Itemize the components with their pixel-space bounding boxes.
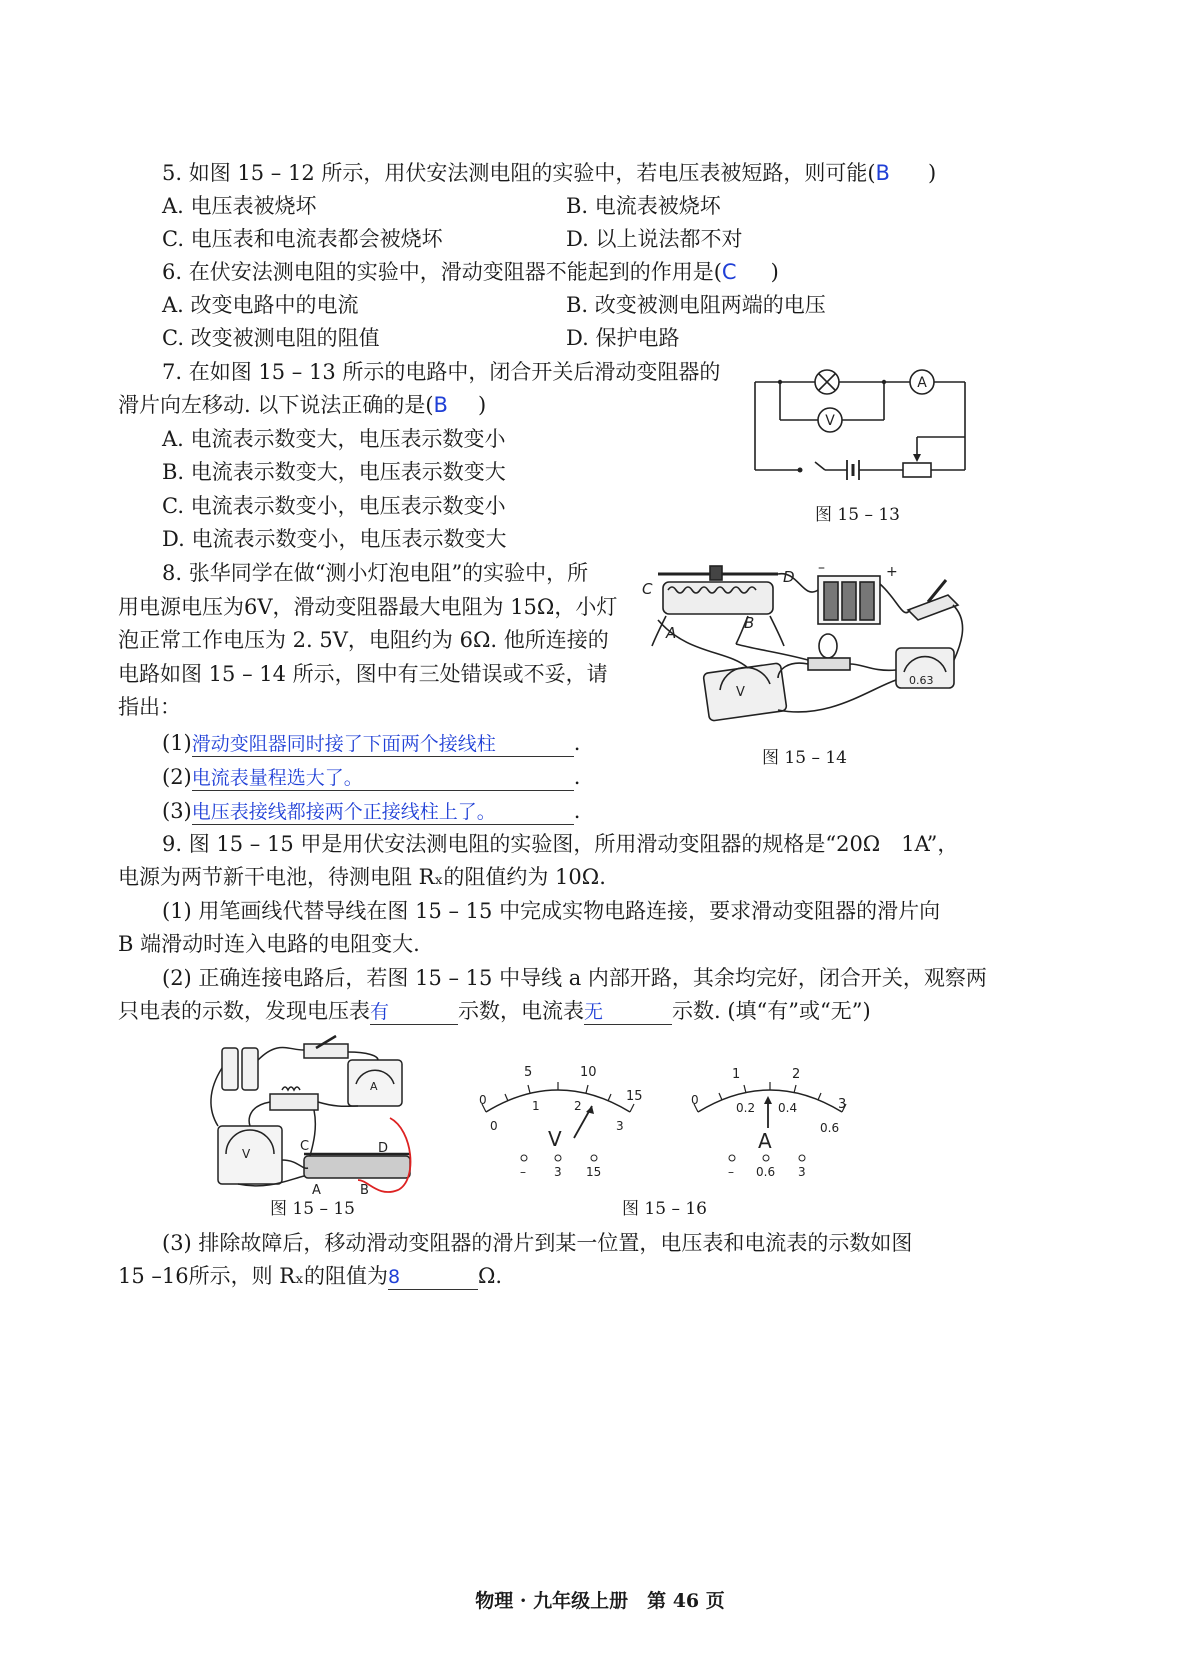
fig14-label-a: A [666,624,677,642]
q9-part2-line2: 只电表的示数，发现电压表有 示数，电流表无 示数. (填“有”或“无”) [118,999,871,1023]
voltmeter-tick-15: 15 [626,1089,643,1104]
fig14-label-d: D [783,568,795,586]
q5-stem: 5. 如图 15 – 12 所示，用伏安法测电阻的实验中，若电压表被短路，则可能(B ) [162,161,937,185]
q5-option-d: D. 以上说法都不对 [566,227,743,251]
voltmeter-zero-upper: 0 [479,1093,487,1107]
q6-option-b: B. 改变被测电阻两端的电压 [566,293,826,317]
ammeter-tick-1: 1 [732,1067,741,1082]
fig13-voltmeter-label: V [825,413,835,429]
fig15-voltmeter-label: V [242,1147,251,1161]
figure-15-13-caption: 图 15 – 13 [815,505,900,525]
q9-stem-line2: 电源为两节新干电池，待测电阻 Rₓ的阻值约为 10Ω. [118,865,606,889]
fig14-battery-plus: + [886,564,898,580]
ammeter-low-06: 0.6 [820,1121,840,1135]
fig14-voltmeter-label: V [736,685,745,700]
q7-stem-line1: 7. 在如图 15 – 13 所示的电路中，闭合开关后滑动变阻器的 [162,360,721,384]
fig15-label-c: C [300,1139,310,1154]
voltmeter-terminal-minus: – [520,1165,526,1179]
q7-option-c: C. 电流表示数变小，电压表示数变小 [162,494,506,518]
figure-15-16-voltmeter [468,1058,648,1188]
q7-option-d: D. 电流表示数变小，电压表示数变大 [162,527,507,551]
fig15-ammeter-label: A [370,1080,378,1093]
q9-part3-line2: 15 –16所示，则 Rₓ的阻值为8 Ω. [118,1264,503,1288]
q9-answer-resistance: 8 [388,1266,401,1288]
voltmeter-tick-5: 5 [524,1065,533,1080]
q7-option-a: A. 电流表示数变大，电压表示数变小 [162,427,506,451]
q9-part1-line2: B 端滑动时连入电路的电阻变大. [118,932,420,956]
voltmeter-terminal-15: 15 [586,1165,602,1179]
figure-15-16-caption: 图 15 – 16 [622,1199,707,1219]
ammeter-terminal-minus: – [728,1165,734,1179]
page-footer: 物理 · 九年级上册 第 46 页 [475,1590,725,1612]
figure-15-13-circuit [745,362,975,487]
q9-part2-line1: (2) 正确连接电路后，若图 15 – 15 中导线 a 内部开路，其余均完好，闭合开关，观察两 [162,966,987,990]
figure-15-14-caption: 图 15 – 14 [762,748,847,768]
voltmeter-low-2: 2 [574,1099,582,1113]
fig14-battery-minus: – [818,560,825,576]
ammeter-terminal-3: 3 [798,1165,806,1179]
q6-option-c: C. 改变被测电阻的阻值 [162,326,380,350]
ammeter-tick-2: 2 [792,1067,801,1082]
q7-answer: B [433,393,448,417]
voltmeter-low-3: 3 [616,1119,624,1133]
q5-option-b: B. 电流表被烧坏 [566,194,721,218]
ammeter-tick-3: 3 [838,1097,847,1112]
voltmeter-tick-10: 10 [580,1065,597,1080]
ammeter-low-04: 0.4 [778,1101,798,1115]
q5-option-c: C. 电压表和电流表都会被烧坏 [162,227,443,251]
fig14-ammeter-range: 0.63 [909,674,934,687]
fig15-label-b: B [360,1183,369,1198]
figure-15-14-apparatus [628,560,968,735]
q6-option-d: D. 保护电路 [566,326,680,350]
q9-stem-line1: 9. 图 15 – 15 甲是用伏安法测电阻的实验图，所用滑动变阻器的规格是“20Ω 1A”， [162,832,959,856]
q8-stem-line2: 用电源电压为6V，滑动变阻器最大电阻为 15Ω，小灯 [118,595,618,619]
fig13-ammeter-label: A [917,375,927,391]
q7-option-b: B. 电流表示数变大，电压表示数变大 [162,460,506,484]
q9-answer-ammeter: 无 [584,1001,604,1023]
figure-15-15-caption: 图 15 – 15 [270,1199,355,1219]
figure-15-16-ammeter [680,1058,860,1188]
voltmeter-low-1: 1 [532,1099,540,1113]
q9-answer-voltmeter: 有 [370,1001,390,1023]
fig14-label-c: C [642,580,653,598]
q8-answer-3: 电压表接线都接两个正接线柱上了。 [191,801,496,823]
ammeter-zero: 0 [691,1093,699,1107]
ammeter-low-02: 0.2 [736,1101,756,1115]
ammeter-terminal-06: 0.6 [756,1165,776,1179]
voltmeter-terminal-3: 3 [554,1165,562,1179]
figure-15-15-apparatus [208,1030,423,1202]
fig14-label-b: B [744,614,755,632]
q5-option-a: A. 电压表被烧坏 [162,194,317,218]
q8-answer-2: 电流表量程选大了。 [191,767,363,789]
q6-option-a: A. 改变电路中的电流 [162,293,359,317]
q6-stem: 6. 在伏安法测电阻的实验中，滑动变阻器不能起到的作用是(C ) [162,260,779,284]
q8-blank-3: (3)电压表接线都接两个正接线柱上了。 . [162,799,581,823]
q8-blank-2: (2)电流表量程选大了。 . [162,765,581,789]
q7-stem-line2: 滑片向左移动. 以下说法正确的是(B ) [118,393,487,417]
q8-answer-1: 滑动变阻器同时接了下面两个接线柱 [191,733,496,755]
q9-part3-line1: (3) 排除故障后，移动滑动变阻器的滑片到某一位置，电压表和电流表的示数如图 [162,1231,913,1255]
fig15-label-a: A [312,1183,321,1198]
q9-part1-line1: (1) 用笔画线代替导线在图 15 – 15 中完成实物电路连接，要求滑动变阻器的滑片向 [162,899,941,923]
q8-stem-line4: 电路如图 15 – 14 所示，图中有三处错误或不妥，请 [118,662,608,686]
ammeter-symbol: A [758,1129,772,1153]
q8-stem-line3: 泡正常工作电压为 2. 5V，电阻约为 6Ω. 他所连接的 [118,628,609,652]
q8-stem-line1: 8. 张华同学在做“测小灯泡电阻”的实验中，所 [162,561,589,585]
voltmeter-low-0: 0 [490,1119,498,1133]
q8-stem-line5: 指出： [118,695,181,719]
fig15-label-d: D [378,1141,389,1156]
voltmeter-symbol: V [548,1127,562,1151]
q6-answer: C [721,260,737,284]
q8-blank-1: (1)滑动变阻器同时接了下面两个接线柱 . [162,731,581,755]
q5-answer: B [875,161,890,185]
